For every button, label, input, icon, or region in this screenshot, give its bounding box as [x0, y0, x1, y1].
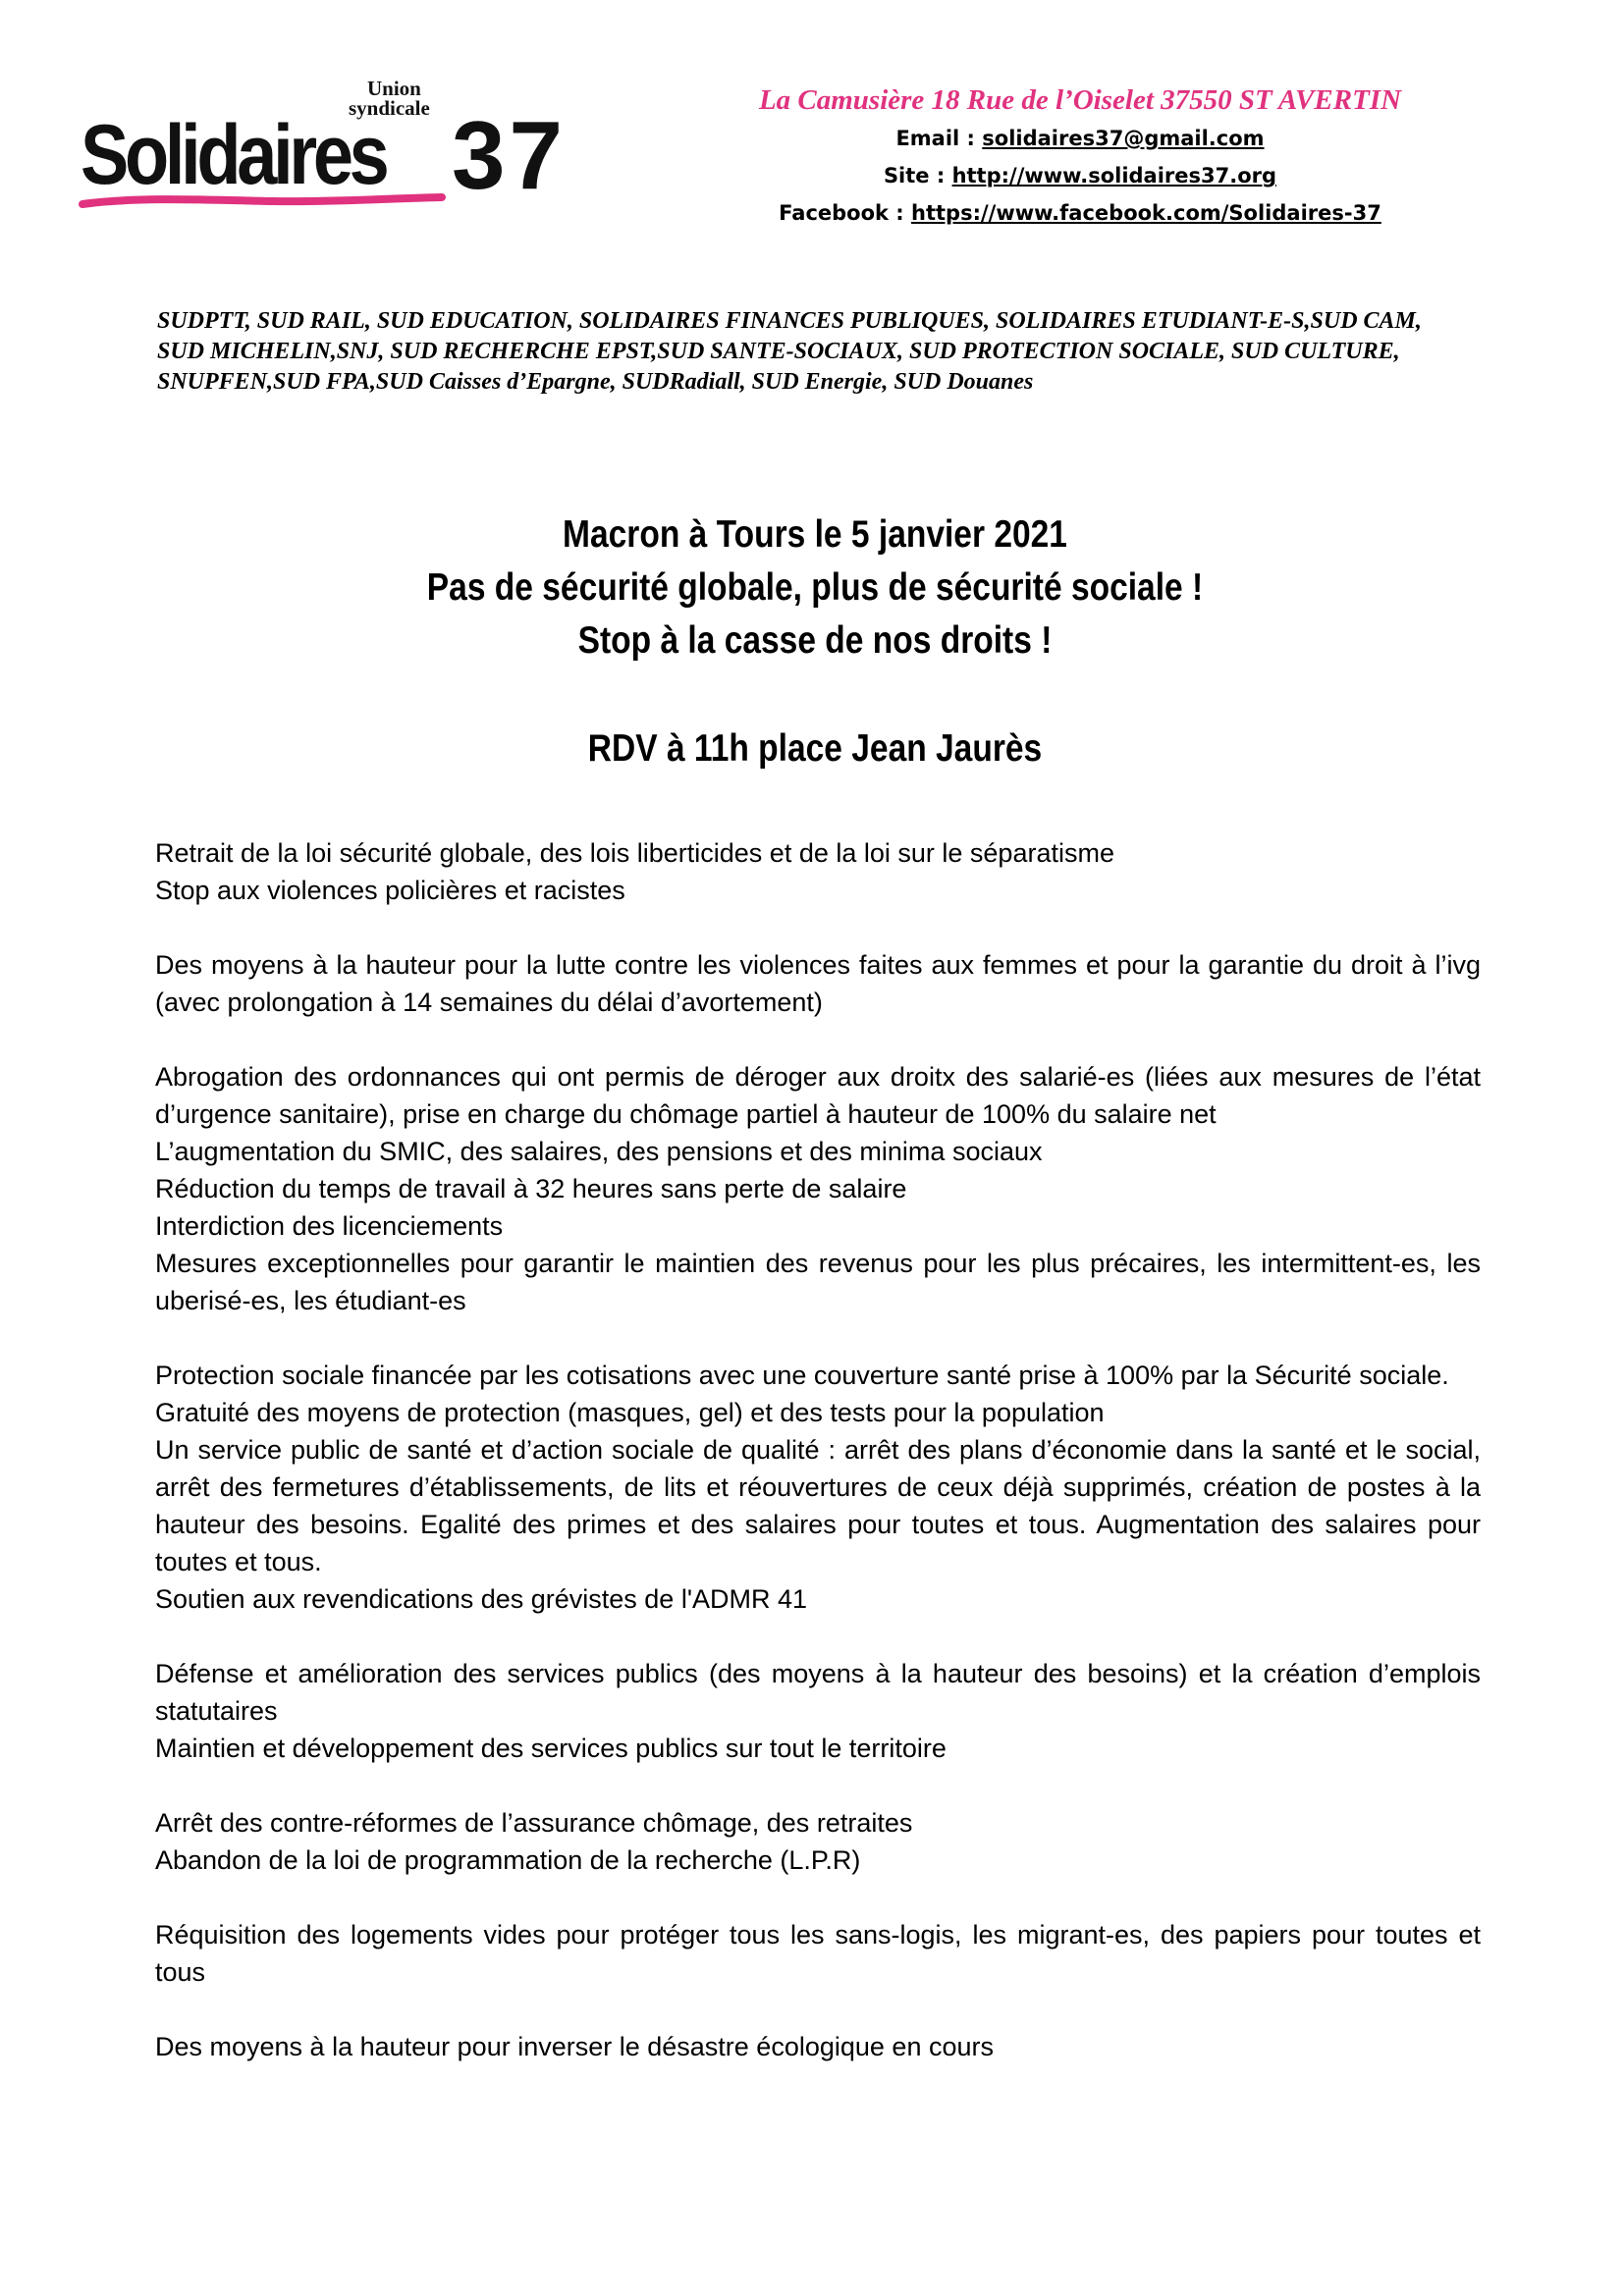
paragraph-line: Protection sociale financée par les cotisations avec une couverture santé prise à 100% par la Sécurité sociale. — [155, 1361, 1449, 1390]
paragraph-social-protection — [155, 1357, 1481, 1618]
title-line-2: Pas de sécurité globale, plus de sécurité sociale ! — [426, 566, 1204, 609]
demands-body — [155, 834, 1481, 2103]
paragraph-line: Arrêt des contre-réformes de l’assurance chômage, des retraites — [155, 1808, 913, 1838]
paragraph-security-law — [155, 834, 1481, 909]
solidaires-37-logo — [79, 79, 589, 226]
facebook-line — [648, 194, 1512, 232]
site-line — [648, 157, 1512, 194]
paragraph-line: Maintien et développement des services publics sur tout le territoire — [155, 1734, 947, 1763]
member-unions-list: SUDPTT, SUD RAIL, SUD EDUCATION, SOLIDAIRES FINANCES PUBLIQUES, SOLIDAIRES ETUDIANT-E-S,SUD CAM, SUD MICHELIN,SNJ, SUD RECHERCHE EPST,SUD SANTE-SOCIAUX, SUD PROTECTION SOCIALE, SUD CULTURE, SNUPFEN,SUD FPA,SUD Caisses d’Epargne, SUDRadiall, SUD Energie, SUD Douanes — [157, 308, 1422, 395]
rendezvous-heading: RDV à 11h place Jean Jaurès — [587, 727, 1043, 770]
paragraph-labour — [155, 1058, 1481, 1319]
email-link[interactable]: solidaires37@gmail.com — [982, 127, 1265, 150]
paragraph-line: Interdiction des licenciements — [155, 1211, 504, 1241]
title-block — [236, 508, 1394, 775]
paragraph-reforms — [155, 1804, 1481, 1879]
paragraph-line: Mesures exceptionnelles pour garantir le maintien des revenus pour les plus précaires, les intermittent-es, les uberisé-es, les étudiant-es — [155, 1249, 1481, 1315]
paragraph-line: Réduction du temps de travail à 32 heures sans perte de salaire — [155, 1174, 907, 1203]
email-line — [648, 120, 1512, 157]
paragraph-line: Stop aux violences policières et racistes — [155, 876, 625, 905]
paragraph-line: Réquisition des logements vides pour protéger tous les sans-logis, les migrant-es, des papiers pour toutes et tous — [155, 1920, 1481, 1987]
paragraph-line: Retrait de la loi sécurité globale, des lois liberticides et de la loi sur le séparatisme — [155, 838, 1114, 868]
letterhead — [0, 0, 1624, 236]
paragraph-housing — [155, 1916, 1481, 1991]
paragraph-women — [155, 946, 1481, 1021]
facebook-link[interactable]: https://www.facebook.com/Solidaires-37 — [911, 201, 1381, 225]
paragraph-line: Des moyens à la hauteur pour la lutte contre les violences faites aux femmes et pour la garantie du droit à l’ivg (avec prolongation à 14 semaines du délai d’avortement) — [155, 950, 1481, 1017]
paragraph-ecology — [155, 2028, 1481, 2065]
logo-name: Solidaires — [81, 108, 386, 202]
site-link[interactable]: http://www.solidaires37.org — [951, 164, 1277, 187]
paragraph-line: Soutien aux revendications des grévistes de l'ADMR 41 — [155, 1584, 808, 1614]
facebook-label: Facebook : — [779, 201, 912, 225]
paragraph-line: Des moyens à la hauteur pour inverser le désastre écologique en cours — [155, 2032, 994, 2061]
paragraph-line: Abrogation des ordonnances qui ont permis de déroger aux droitx des salarié-es (liées aux mesures de l’état d’urgence sanitaire), prise en charge du chômage partiel à hauteur de 100% du salaire net — [155, 1062, 1481, 1129]
paragraph-line: Un service public de santé et d’action sociale de qualité : arrêt des plans d’économie dans la santé et le social, arrêt des fermetures d’établissements, de lits et réouvertures de ceux déjà supprimés, création de postes à la hauteur des besoins. Egalité des primes et des salaires pour toutes et tous. Augmentation des salaires pour toutes et tous. — [155, 1435, 1481, 1576]
paragraph-line: Gratuité des moyens de protection (masques, gel) et des tests pour la population — [155, 1398, 1105, 1427]
paragraph-line: Défense et amélioration des services publics (des moyens à la hauteur des besoins) et la création d’emplois statutaires — [155, 1659, 1481, 1726]
logo-union-syndicale: Union syndicale — [349, 77, 430, 120]
email-label: Email : — [895, 127, 983, 150]
contact-block — [648, 80, 1512, 232]
title-line-1: Macron à Tours le 5 janvier 2021 — [563, 513, 1067, 556]
site-label: Site : — [883, 164, 952, 187]
paragraph-line: L’augmentation du SMIC, des salaires, des pensions et des minima sociaux — [155, 1137, 1043, 1166]
paragraph-line: Abandon de la loi de programmation de la recherche (L.P.R) — [155, 1845, 861, 1875]
logo-underline-swash — [79, 192, 452, 212]
paragraph-public-services — [155, 1655, 1481, 1767]
address: La Camusière 18 Rue de l’Oiselet 37550 ST AVERTIN — [758, 84, 1402, 116]
logo-number: 37 — [452, 101, 568, 209]
title-line-3: Stop à la casse de nos droits ! — [577, 619, 1053, 662]
